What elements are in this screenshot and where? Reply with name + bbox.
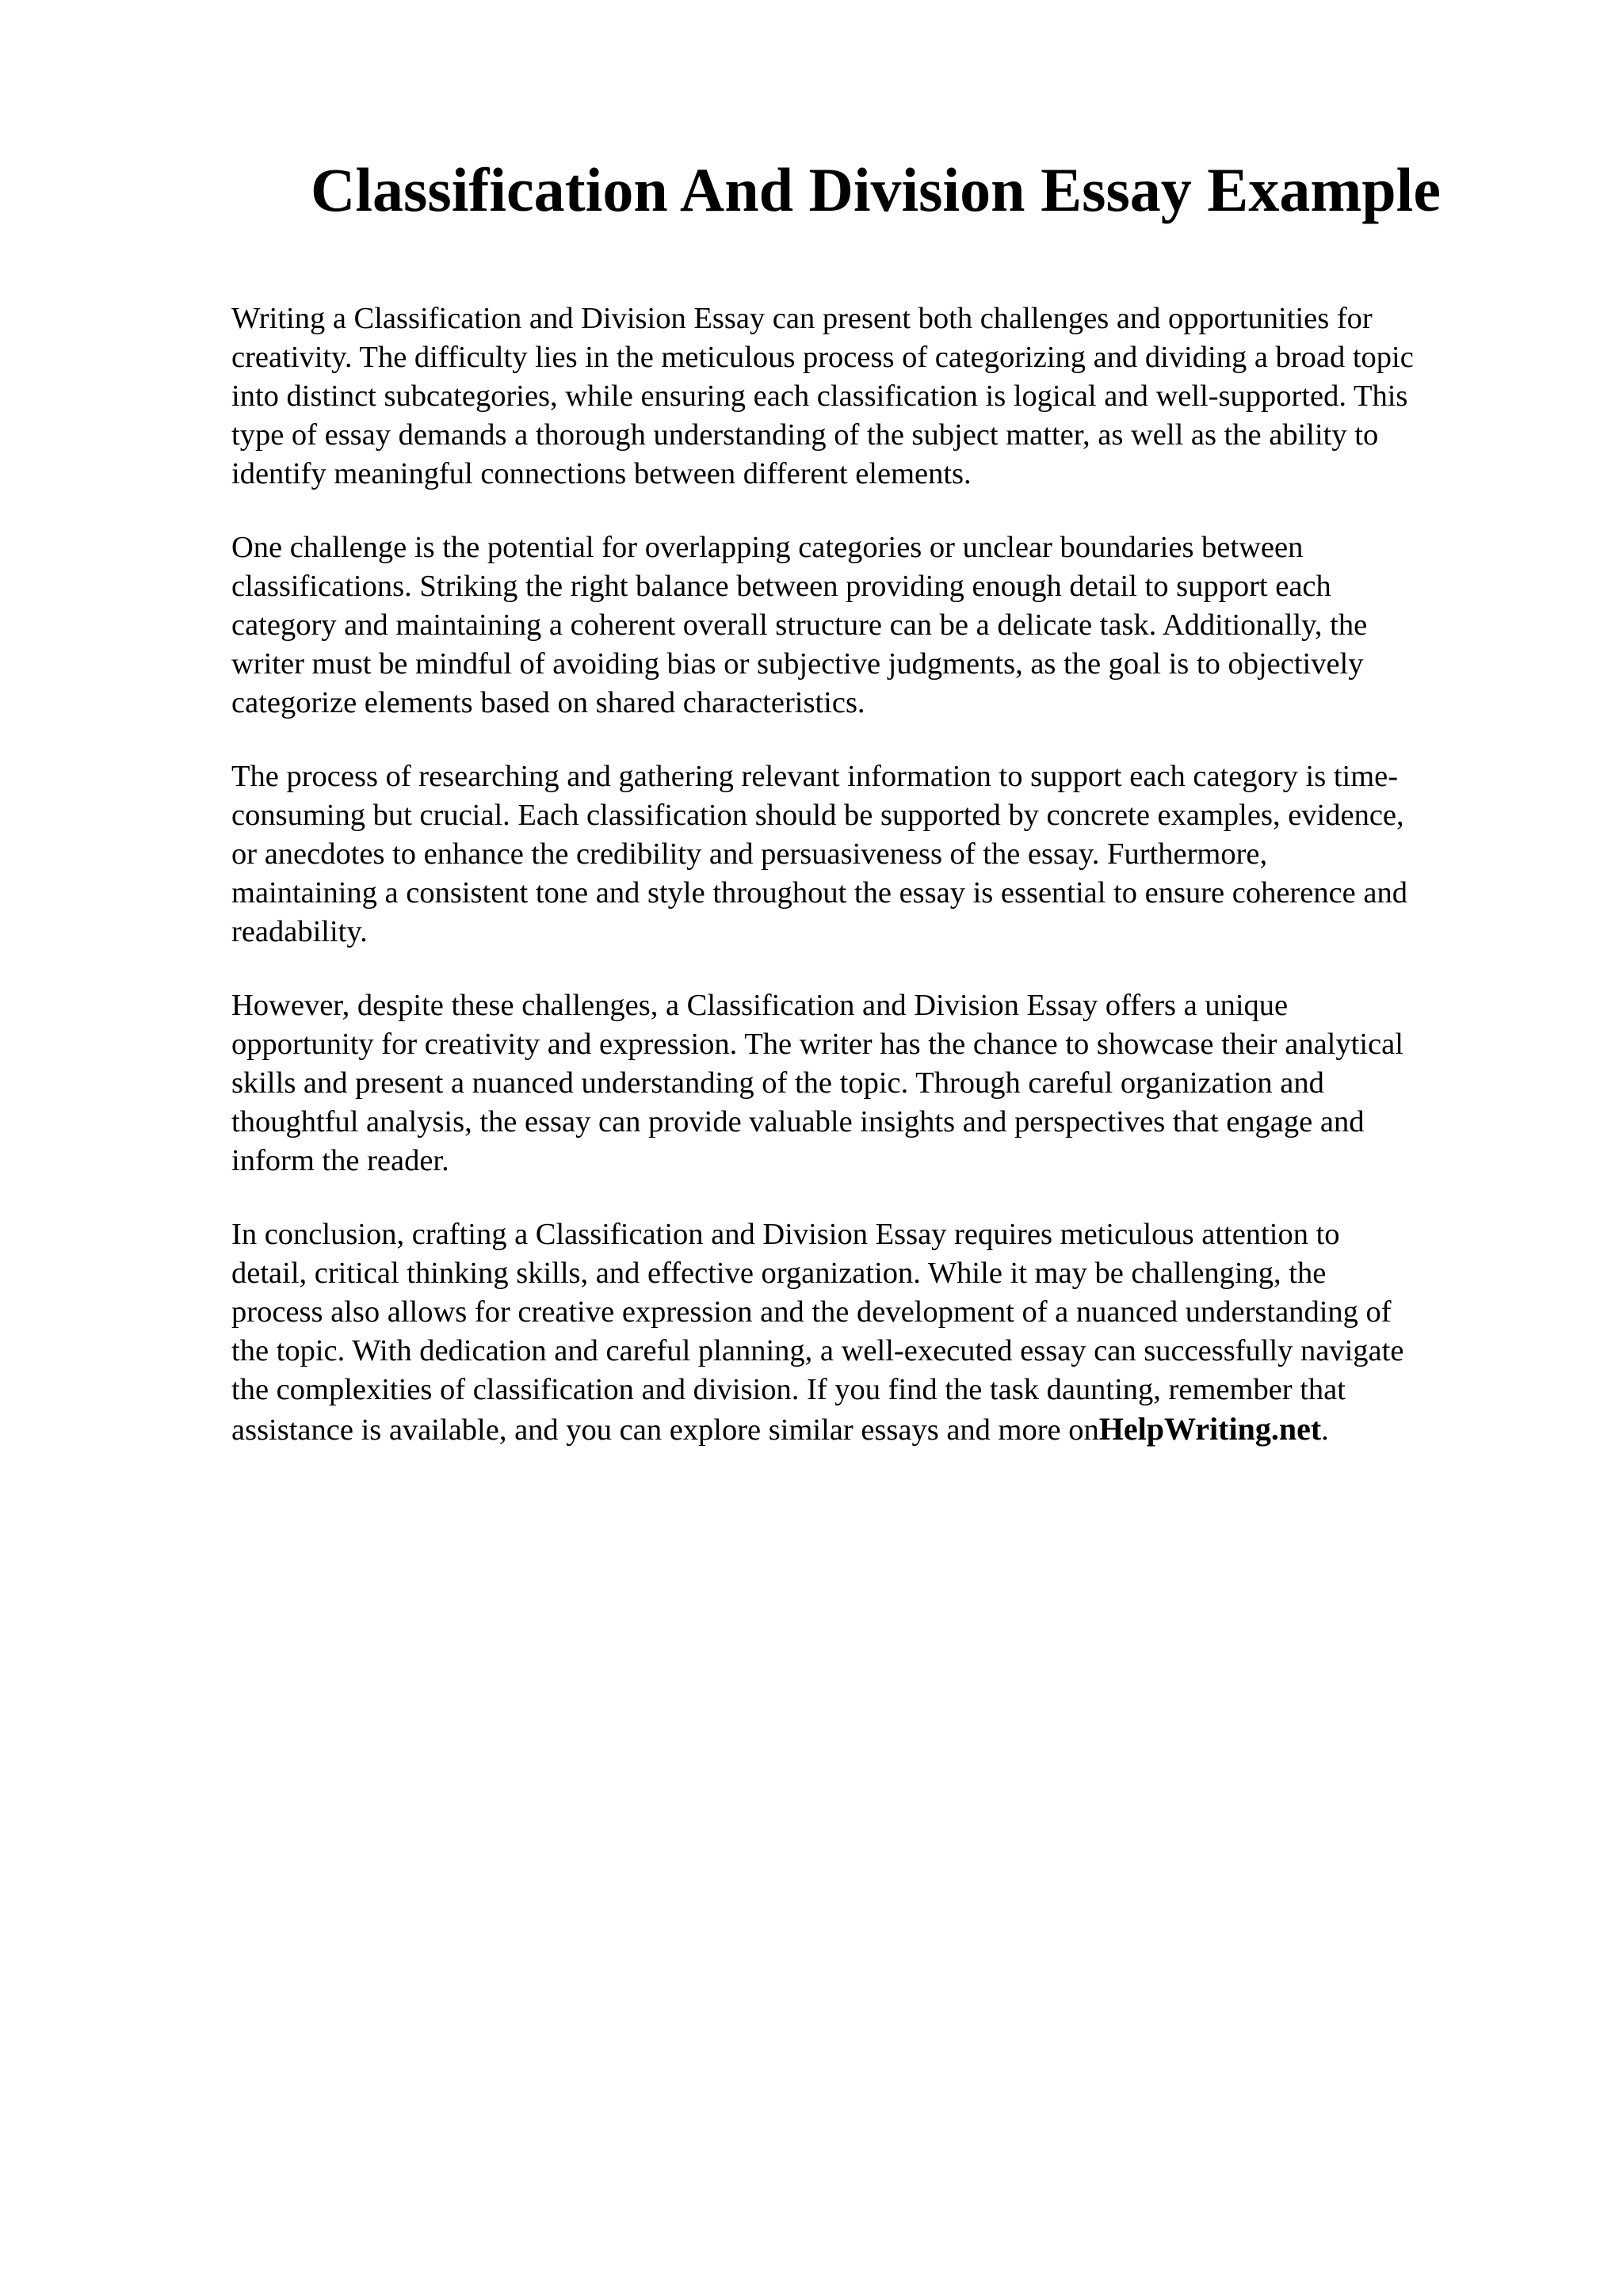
paragraph-line: Writing a Classification and Division Essay can present both challenges and opportunities for — [231, 302, 1373, 335]
paragraph-line: process also allows for creative expression and the development of a nuanced understanding of — [231, 1295, 1392, 1329]
paragraph-1 — [231, 299, 1509, 494]
paragraph-line: The process of researching and gathering relevant information to support each category is time- — [231, 760, 1399, 793]
document-title: Classification And Division Essay Example — [311, 155, 1441, 224]
paragraph-line: readability. — [231, 915, 368, 948]
paragraph-line: However, despite these challenges, a Classification and Division Essay offers a unique — [231, 989, 1289, 1022]
last-line-text: assistance is available, and you can explore similar essays and more on — [231, 1413, 1099, 1447]
paragraph-line: type of essay demands a thorough understanding of the subject matter, as well as the ability to — [231, 418, 1379, 452]
paragraph-line: writer must be mindful of avoiding bias or subjective judgments, as the goal is to objectively — [231, 647, 1364, 681]
paragraph-line: inform the reader. — [231, 1144, 449, 1177]
last-line-period: . — [1321, 1413, 1329, 1447]
paragraph-line: skills and present a nuanced understanding of the topic. Through careful organization and — [231, 1066, 1324, 1100]
paragraph-line: categorize elements based on shared characteristics. — [231, 686, 865, 719]
paragraph-4 — [231, 986, 1509, 1180]
paragraph-last-line — [231, 1409, 1509, 1450]
paragraph-line: opportunity for creativity and expression. The writer has the chance to showcase their analytical — [231, 1028, 1403, 1061]
paragraph-line: One challenge is the potential for overlapping categories or unclear boundaries between — [231, 531, 1304, 564]
paragraph-line: classifications. Striking the right balance between providing enough detail to support each — [231, 570, 1331, 603]
paragraph-line: the topic. With dedication and careful planning, a well-executed essay can successfully navigate — [231, 1334, 1404, 1367]
paragraph-line: thoughtful analysis, the essay can provide valuable insights and perspectives that engage and — [231, 1105, 1365, 1138]
paragraph-line: creativity. The difficulty lies in the meticulous process of categorizing and dividing a broad topic — [231, 341, 1414, 374]
paragraph-line: consuming but crucial. Each classification should be supported by concrete examples, evidence, — [231, 799, 1404, 832]
paragraph-2 — [231, 528, 1509, 723]
document-body — [231, 299, 1509, 1485]
paragraph-line: the complexities of classification and division. If you find the task daunting, remember that — [231, 1373, 1346, 1406]
paragraph-3 — [231, 757, 1509, 952]
paragraph-line: detail, critical thinking skills, and effective organization. While it may be challenging, the — [231, 1257, 1327, 1290]
paragraph-line: In conclusion, crafting a Classification and Division Essay requires meticulous attention to — [231, 1218, 1340, 1251]
paragraph-line: category and maintaining a coherent overall structure can be a delicate task. Additionally, the — [231, 608, 1368, 642]
paragraph-line: or anecdotes to enhance the credibility and persuasiveness of the essay. Furthermore, — [231, 837, 1268, 871]
helpwriting-link[interactable]: HelpWriting.net — [1098, 1411, 1322, 1447]
paragraph-5 — [231, 1215, 1509, 1450]
paragraph-line: identify meaningful connections between different elements. — [231, 457, 972, 490]
paragraph-line: maintaining a consistent tone and style throughout the essay is essential to ensure coherence and — [231, 876, 1407, 910]
paragraph-line: into distinct subcategories, while ensuring each classification is logical and well-supported. This — [231, 379, 1408, 413]
